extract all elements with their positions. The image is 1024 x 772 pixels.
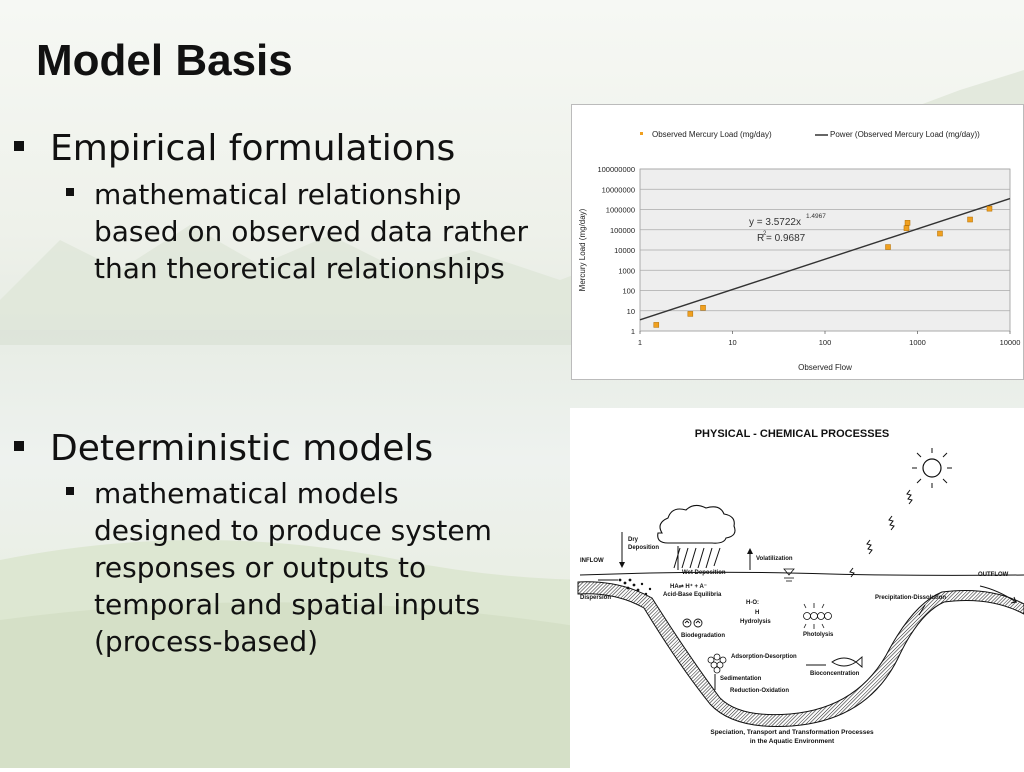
physical-chemical-processes-diagram [570, 408, 1024, 768]
legend-marker-observed [640, 132, 643, 135]
label-dispersion: Dispersion [580, 595, 612, 601]
x-tick-label: 10 [728, 338, 737, 347]
y-tick-label: 10000000 [601, 185, 635, 195]
label-h2o-top: H-O: [746, 600, 759, 606]
data-point [886, 245, 891, 250]
mercury-load-chart [571, 104, 1024, 380]
label-reduction-oxidation: Reduction-Oxidation [730, 688, 789, 694]
label-sedimentation: Sedimentation [720, 676, 762, 682]
cloud-icon [658, 505, 735, 543]
arrow-head-icon [747, 548, 753, 554]
data-point [904, 226, 909, 231]
label-inflow: INFLOW [580, 558, 604, 564]
y-tick-label: 1000000 [605, 205, 635, 215]
data-point [905, 220, 910, 225]
sub-bullet-text: mathematical relationship based on observed data rather than theoretical relationships [94, 178, 528, 285]
x-tick-label: 100 [818, 338, 832, 347]
y-tick-labels [597, 165, 635, 336]
label-precipitation-dissolution: Precipitation-Dissolution [875, 595, 947, 601]
y-tick-label: 10 [626, 306, 635, 316]
label-biodegradation: Biodegradation [681, 633, 726, 639]
label-acid-base-equation: HA⇌ H⁺ + A⁻ [670, 584, 707, 590]
data-point [654, 322, 659, 327]
fish-icon [832, 657, 862, 667]
diagram-caption-line1: Speciation, Transport and Transformation Processes [710, 729, 874, 736]
r2-superscript: 2 [763, 231, 767, 237]
sub-bullet-square-icon [66, 188, 74, 196]
bullet-heading: Deterministic models [50, 428, 434, 469]
label-outflow: OUTFLOW [978, 572, 1009, 578]
data-point [968, 217, 973, 222]
water-surface-icon [784, 569, 794, 581]
y-tick-label: 1 [630, 327, 635, 336]
label-hydrolysis: Hydrolysis [740, 619, 771, 625]
x-tick-label: 10000 [999, 338, 1021, 347]
label-acid-base: Acid-Base Equilibria [663, 592, 722, 598]
label-dry: Dry [628, 537, 639, 543]
y-axis-title: Mercury Load (mg/day) [578, 208, 587, 292]
y-tick-label: 100 [622, 286, 635, 296]
x-tick-label: 1000 [909, 338, 926, 347]
diagram-svg [570, 408, 1024, 768]
y-tick-label: 100000000 [597, 165, 635, 174]
label-deposition: Deposition [628, 545, 659, 551]
diagram-title: PHYSICAL - CHEMICAL PROCESSES [694, 428, 890, 440]
y-tick-label: 1000 [618, 266, 635, 276]
slide-title: Model Basis [36, 36, 293, 85]
legend-label-observed: Observed Mercury Load (mg/day) [652, 130, 772, 139]
data-point [688, 311, 693, 316]
rain-icon [674, 548, 720, 568]
label-photolysis: Photolysis [803, 632, 834, 638]
r2-label-r: R [757, 233, 765, 244]
data-point [701, 305, 706, 310]
chart-svg [572, 105, 1023, 379]
equation-exponent: 1.4967 [806, 213, 826, 220]
label-volatilization: Volatilization [756, 556, 793, 562]
r2-value: = 0.9687 [766, 233, 806, 244]
river-bed-sediment [578, 582, 1024, 727]
biodegradation-icon [683, 619, 702, 627]
label-bioconcentration: Bioconcentration [810, 671, 860, 677]
sunlight-rays-icon [850, 490, 912, 577]
bullet-square-icon [14, 141, 24, 151]
label-h2o-bottom: H [755, 610, 760, 616]
sub-bullet-square-icon [66, 487, 74, 495]
sub-bullet-text: mathematical models designed to produce system responses or outputs to temporal and spatial inputs (process-based) [94, 477, 492, 658]
data-point [987, 206, 992, 211]
diagram-caption-line2: in the Aquatic Environment [749, 738, 835, 745]
x-axis-title: Observed Flow [798, 363, 852, 372]
bullet-square-icon [14, 441, 24, 451]
y-tick-label: 100000 [609, 225, 635, 235]
data-point [937, 231, 942, 236]
y-tick-label: 10000 [614, 246, 635, 255]
equation-label: y = 3.5722x [749, 217, 801, 228]
arrow-head-icon [619, 562, 625, 568]
water-surface-line [580, 572, 1024, 575]
bullet-heading: Empirical formulations [50, 128, 456, 169]
label-wet-deposition: Wet Deposition [682, 570, 726, 576]
x-tick-labels [638, 338, 1021, 347]
sun-icon [912, 448, 952, 488]
label-adsorption-desorption: Adsorption-Desorption [731, 654, 797, 660]
legend-label-fit: Power (Observed Mercury Load (mg/day)) [830, 130, 980, 139]
photolysis-molecule-icon [804, 603, 832, 629]
adsorbed-particles-icon [708, 654, 726, 673]
x-tick-label: 1 [637, 338, 643, 347]
